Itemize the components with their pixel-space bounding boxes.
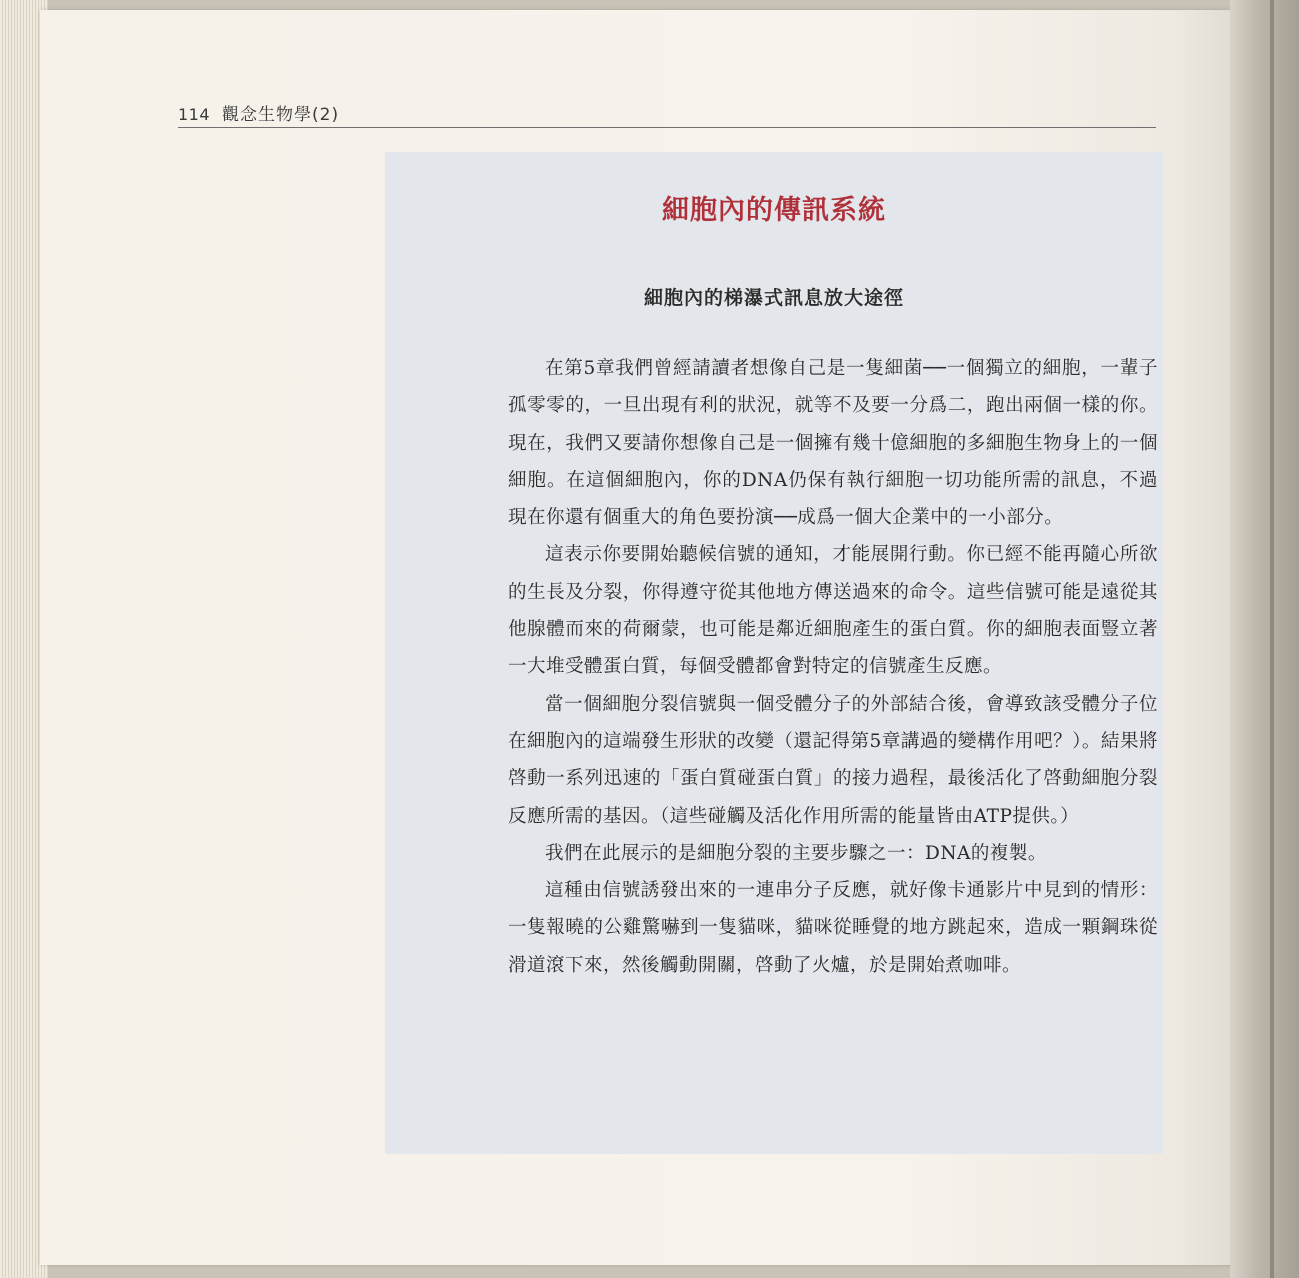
header-rule bbox=[178, 127, 1156, 128]
box-title: 細胞內的傳訊系統 bbox=[662, 195, 886, 226]
book-title: 觀念生物學(2) bbox=[222, 105, 340, 125]
running-head bbox=[178, 100, 339, 126]
box-subtitle: 細胞內的梯瀑式訊息放大途徑 bbox=[643, 287, 904, 309]
paragraph: 在第5章我們曾經請讀者想像自己是一隻細菌──一個獨立的細胞，一輩子孤零零的，一旦出現有利的狀況，就等不及要一分爲二，跑出兩個一樣的你。現在，我們又要請你想像自己是一個擁有幾十億細胞的多細胞生物身上的一個細胞。在這個細胞內，你的DNA仍保有執行細胞一切功能所需的訊息，不過現在你還有個重大的角色要扮演──成爲一個大企業中的一小部分。 bbox=[508, 358, 1158, 529]
paragraph: 當一個細胞分裂信號與一個受體分子的外部結合後，會導致該受體分子位在細胞內的這端發生形狀的改變（還記得第5章講過的變構作用吧？）。結果將啓動一系列迅速的「蛋白質碰蛋白質」的接力過程，最後活化了啓動細胞分裂反應所需的基因。（這些碰觸及活化作用所需的能量皆由ATP提供。） bbox=[508, 693, 1158, 827]
box-body bbox=[508, 350, 1158, 984]
page-number: 114 bbox=[178, 105, 211, 124]
paragraph: 我們在此展示的是細胞分裂的主要步驟之一：DNA的複製。 bbox=[545, 842, 1047, 864]
book-gutter bbox=[1230, 0, 1299, 1278]
paragraph: 這種由信號誘發出來的一連串分子反應，就好像卡通影片中見到的情形：一隻報曉的公雞驚嚇到一隻貓咪，貓咪從睡覺的地方跳起來，造成一顆鋼珠從滑道滾下來，然後觸動開關，啓動了火爐，於是開始煮咖啡。 bbox=[508, 880, 1158, 976]
paragraph: 這表示你要開始聽候信號的通知，才能展開行動。你已經不能再隨心所欲的生長及分裂，你得遵守從其他地方傳送過來的命令。這些信號可能是遠從其他腺體而來的荷爾蒙，也可能是鄰近細胞產生的蛋白質。你的細胞表面豎立著一大堆受體蛋白質，每個受體都會對特定的信號產生反應。 bbox=[508, 544, 1158, 678]
